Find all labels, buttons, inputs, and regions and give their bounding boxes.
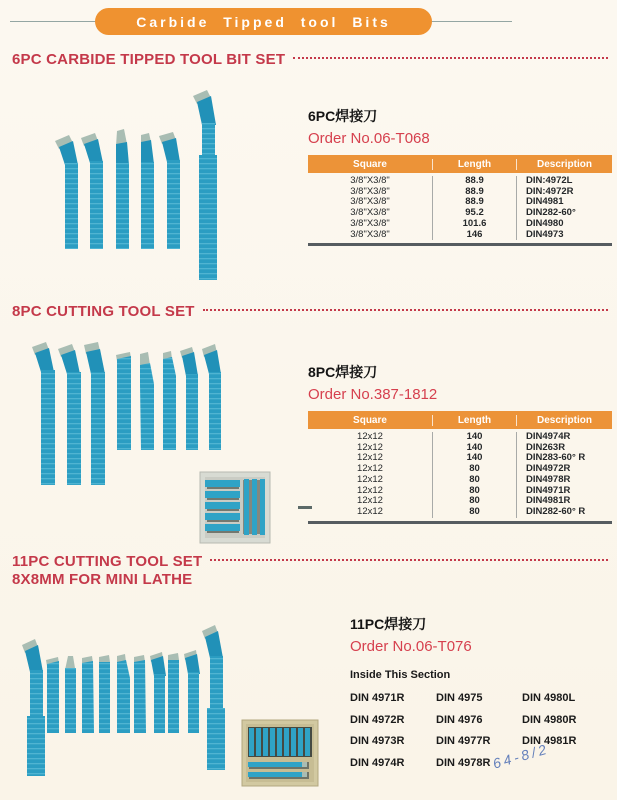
tool-bit-long [193,90,217,280]
table-cell: 140 [433,453,517,464]
table-cell: DIN4971R [526,484,571,496]
section-heading-8pc [12,303,610,320]
section-subheading-text: 8X8MM FOR MINI LATHE [12,571,193,588]
table-cell: 80 [433,464,517,475]
table-cell: DIN4981 [526,196,564,208]
tool-bit [116,129,129,249]
table-cell: DIN4973 [526,228,564,240]
table-cell: 80 [433,507,517,518]
tool-bit-long [58,344,81,485]
product-photo-8pc-set [10,330,310,545]
table-body [308,173,612,243]
tool-bit-long [84,342,105,485]
column-header: Description [536,414,592,426]
tool-bit [141,133,154,249]
tool-bit [99,655,110,733]
din-parts-list [350,688,610,774]
section-heading-6pc [12,51,610,68]
product-title: 11PC焊接刀 [350,616,427,632]
tool-bit [82,656,94,733]
product-photo-11pc-set [0,620,330,800]
product-title: 8PC焊接刀 [308,364,378,380]
din-item: DIN 4978R [436,756,491,769]
tool-case [200,472,270,543]
table-cell: DIN4974R [526,431,571,442]
table-cell: 3/8"X3/8" [308,176,433,187]
inside-this-section-label: Inside This Section [350,669,451,681]
order-number: Order No.387-1812 [308,386,438,403]
info-panel-8pc [308,362,612,524]
table-header-row [308,411,612,429]
table-cell: 88.9 [433,197,517,208]
order-number: Order No.06-T068 [308,130,430,147]
din-item: DIN 4977R [436,735,491,747]
column-header: Square [308,159,433,170]
table-cell: 3/8"X3/8" [308,197,433,208]
table-cell: 12x12 [308,443,433,454]
column-header: Length [433,415,517,426]
tool-bit [184,650,200,733]
table-cell: 12x12 [308,496,433,507]
column-header: Description [536,158,592,170]
table-cell: 88.9 [433,187,517,198]
info-panel-11pc [350,614,610,774]
table-cell: 12x12 [308,507,433,518]
table-cell: DIN283-60° R [526,452,586,464]
dotted-leader [210,558,608,561]
dotted-leader [293,56,608,59]
table-cell: 80 [433,475,517,486]
din-item: DIN 4974R [350,756,405,769]
tool-bit [116,352,131,450]
din-item: DIN 4976 [436,713,483,726]
table-row [308,219,612,230]
section-heading-text: 6PC CARBIDE TIPPED TOOL BIT SET [12,51,286,68]
tool-bit [134,655,146,733]
product-photo-6pc-set [10,85,300,295]
section-heading-text: 11PC CUTTING TOOL SET [12,553,203,570]
table-cell: 146 [433,230,517,241]
tool-bit [117,654,130,733]
table-cell: 140 [433,432,517,443]
spec-table-8pc [308,411,612,524]
tool-bit [180,347,198,450]
table-cell: DIN282-60° R [526,505,586,517]
handwritten-note: 64-8/2 [490,740,551,772]
product-title: 6PC焊接刀 [308,108,378,124]
table-cell: 12x12 [308,453,433,464]
din-item: DIN 4980L [522,692,576,704]
table-cell: 3/8"X3/8" [308,187,433,198]
din-item: DIN 4975 [436,692,483,704]
table-cell: DIN:4972R [526,185,574,197]
tool-bit-long [32,342,55,485]
din-item: DIN 4972R [350,713,405,726]
tool-bit [202,344,221,450]
table-cell: 12x12 [308,475,433,486]
table-cell: DIN263R [526,441,566,453]
din-item: DIN 4981R [522,735,577,747]
din-item: DIN 4973R [350,735,405,747]
table-header-row [308,155,612,173]
table-cell: DIN4972R [526,463,571,475]
din-item: DIN 4980R [522,713,577,726]
table-cell: 95.2 [433,208,517,219]
table-row [308,507,612,518]
table-cell: 3/8"X3/8" [308,230,433,241]
table-row [308,475,612,486]
page-title: Carbide Tipped tool Bits [136,13,391,30]
tool-bit [65,656,76,733]
section-heading-text: 8PC CUTTING TOOL SET [12,303,195,320]
table-cell: 88.9 [433,176,517,187]
table-cell: DIN4980 [526,217,564,229]
table-cell: 101.6 [433,219,517,230]
table-cell: 140 [433,443,517,454]
table-body [308,429,612,521]
din-column [522,688,602,774]
tool-bit [168,653,179,733]
tool-bit-long [22,639,45,776]
info-panel-6pc [308,106,612,246]
spec-table-6pc [308,155,612,246]
tool-bit-long [202,625,225,770]
tool-bit [150,652,166,733]
table-cell: DIN4978R [526,473,571,485]
tool-bit [81,133,103,249]
tool-case-wooden [242,720,318,786]
table-cell: 3/8"X3/8" [308,208,433,219]
column-header: Length [433,159,517,170]
table-cell: 12x12 [308,432,433,443]
table-cell: DIN4981R [526,495,571,507]
order-number: Order No.06-T076 [350,638,472,655]
dash-mark [298,506,312,509]
table-cell: 80 [433,486,517,497]
tool-bit [46,657,59,733]
din-column [350,688,436,774]
tool-bit [140,352,154,450]
table-row [308,432,612,443]
column-header: Square [308,415,433,426]
din-item: DIN 4971R [350,692,405,704]
table-cell: DIN282-60° [526,207,576,219]
tool-bit [163,351,176,450]
table-cell: DIN:4972L [526,175,573,186]
table-cell: 12x12 [308,464,433,475]
tool-bit [55,135,78,249]
table-cell: 3/8"X3/8" [308,219,433,230]
table-cell: 80 [433,496,517,507]
table-cell: 12x12 [308,486,433,497]
dotted-leader [203,308,608,311]
page-title-banner [95,8,432,35]
table-row [308,230,612,241]
tool-bit [159,132,180,249]
section-heading-11pc [12,553,610,570]
